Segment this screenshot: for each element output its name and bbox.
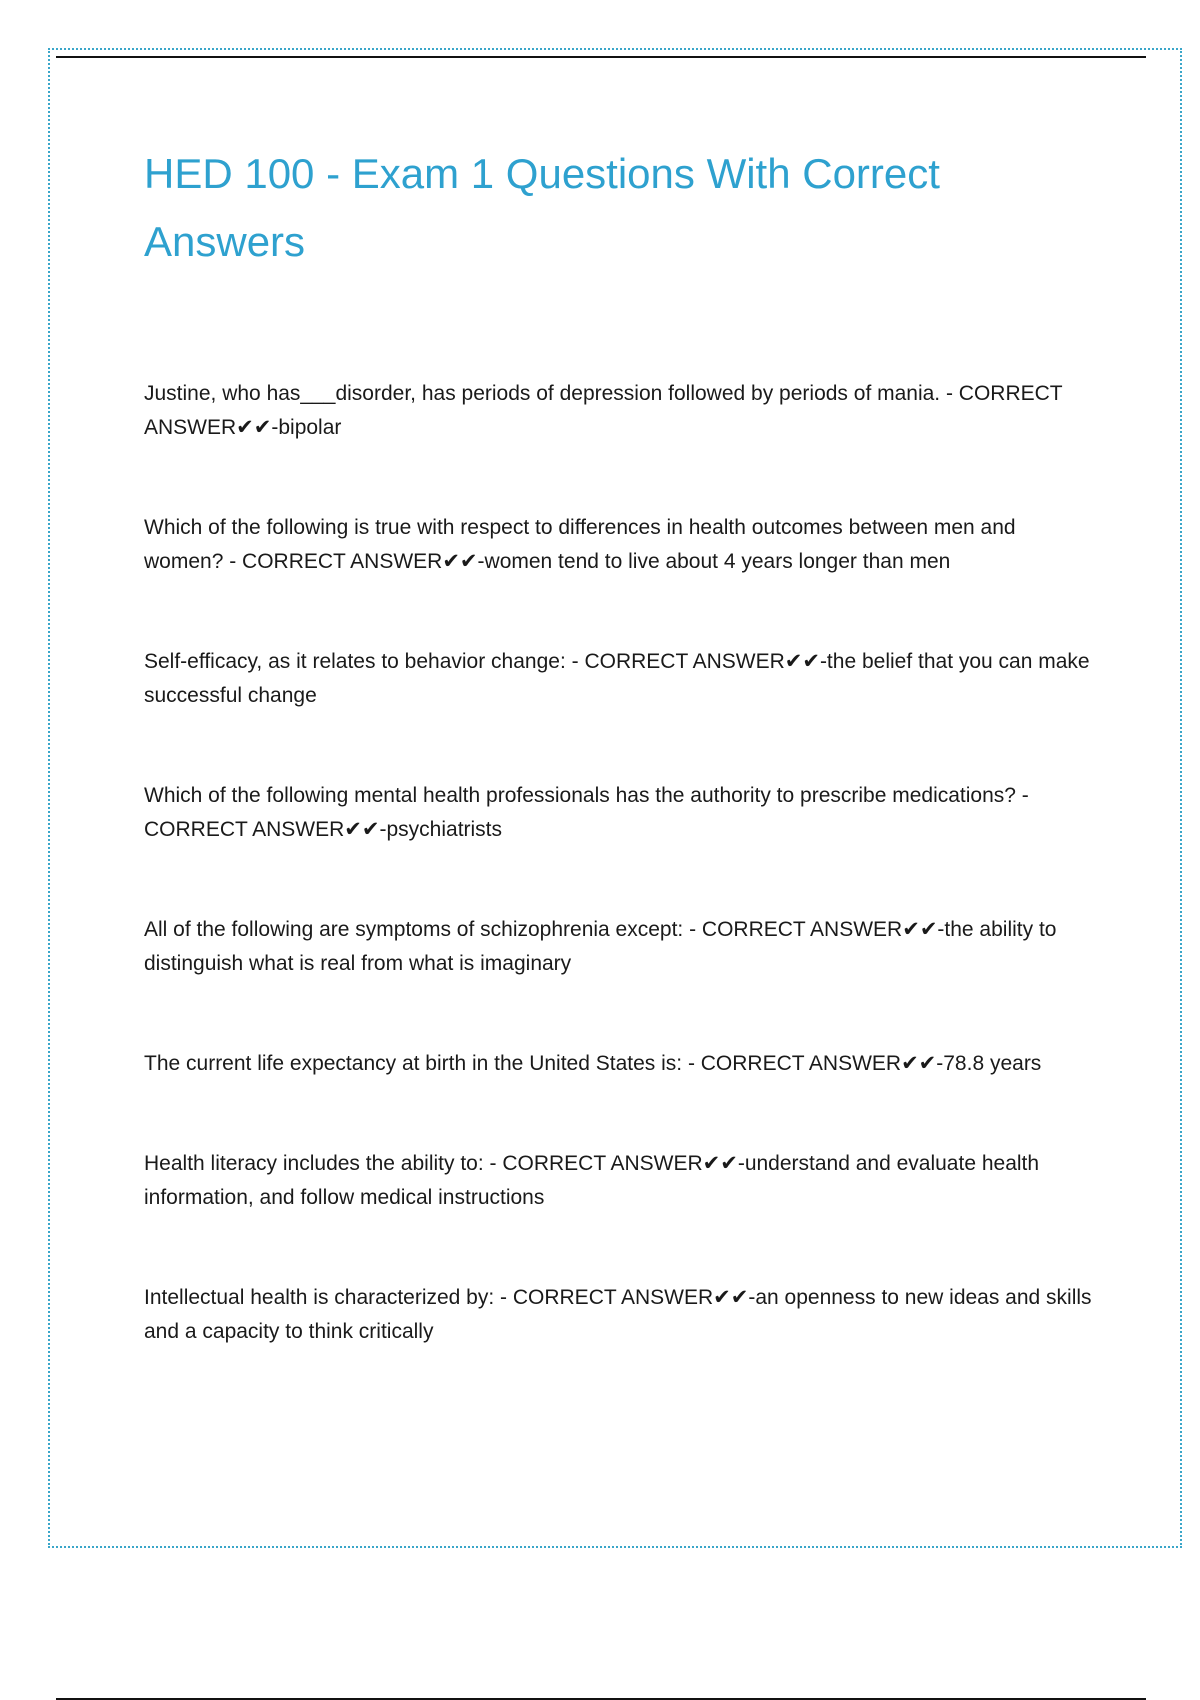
qa-item: Justine, who has___disorder, has periods of depression followed by periods of mania. - CORRECT ANSWER✔✔-bipolar <box>144 382 1063 439</box>
qa-item: Which of the following is true with respect to differences in health outcomes between men and women? - CORRECT ANSWER✔✔-women tend to live about 4 years longer than men <box>144 516 1016 573</box>
document-title: HED 100 - Exam 1 Questions With Correct Answers <box>144 150 940 265</box>
qa-item: All of the following are symptoms of schizophrenia except: - CORRECT ANSWER✔✔-the ability to distinguish what is real from what is imaginary <box>144 918 1057 975</box>
question-answer-list <box>144 377 1094 1349</box>
qa-item: Which of the following mental health professionals has the authority to prescribe medications? - CORRECT ANSWER✔✔-psychiatrists <box>144 784 1029 841</box>
header-rule <box>56 56 1146 58</box>
qa-item: Self-efficacy, as it relates to behavior change: - CORRECT ANSWER✔✔-the belief that you can make successful change <box>144 650 1090 707</box>
qa-item: Health literacy includes the ability to: - CORRECT ANSWER✔✔-understand and evaluate health information, and follow medical instructions <box>144 1152 1040 1209</box>
qa-item: Intellectual health is characterized by: - CORRECT ANSWER✔✔-an openness to new ideas and skills and a capacity to think critically <box>144 1286 1092 1343</box>
qa-item: The current life expectancy at birth in the United States is: - CORRECT ANSWER✔✔-78.8 years <box>144 1052 1042 1075</box>
